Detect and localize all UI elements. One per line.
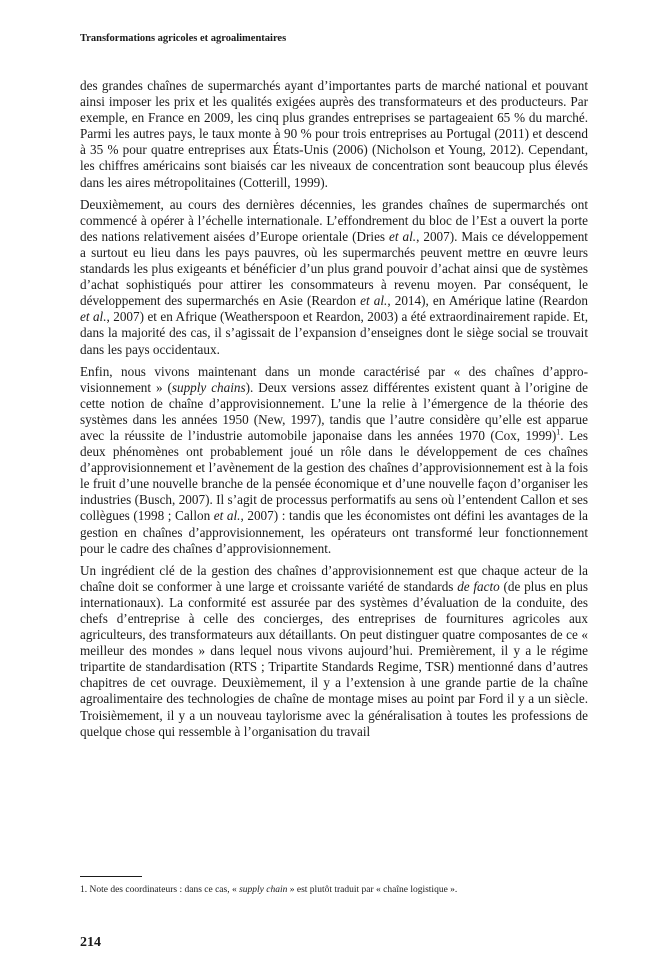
text-run: » est plutôt traduit par « chaîne logistique ». [287,885,458,895]
paragraph-3 [80,364,588,557]
italic-run: et al. [80,309,107,325]
italic-run: de facto [457,578,500,594]
italic-run: supply chains [171,379,246,395]
italic-run: et al. [213,508,241,524]
italic-run: supply chain [239,885,288,895]
text-run: Deuxièmement, au cours des dernières décennies, les grandes chaînes de supermarchés ont commencé à opérer à l’échelle internationale. L’effondrement du bloc de l’Est a ouvert la porte des nations relativement aisées d’Europe orientale (Dries [80,196,588,244]
text-run: des grandes chaînes de supermarchés ayant d’importantes parts de marché national et pouvant ainsi imposer les prix et les qualités exigées auprès des transformateurs et des producteurs. Par exemple, en France en 2009, les cinq plus grandes entreprises se partageaient 65 % du marché. Parmi les autres pays, le taux monte à 90 % pour trois entreprises au Portugal (2011) et descend à 35 % pour quatre entreprises aux États-Unis (2006) (Nicholson et Young, 2012). Cependant, les chiffres américains sont biaisés car les niveaux de concentration sont beaucoup plus élevés dans les aires métropolitaines (Cotterill, 1999). [80,78,588,190]
running-head: Transformations agricoles et agroalimentaires [80,33,287,44]
body-text [80,78,588,746]
text-run: Un ingrédient clé de la gestion des chaînes d’approvisionnement est que chaque acteur de la chaîne doit se conformer à une large et croissante variété de standards [80,562,588,594]
text-run: ). Deux versions assez différentes existent quant à l’origine de cette notion de chaîne d’approvisionnement. L’une la relie à l’émergence de la théorie des systèmes dans les années 1950 (New, 1997), tandis que l’autre considère qu’elle est apparue avec la réussite de l’industrie automobile japonaise dans les années 1970 (Cox, 1999) [80,379,588,443]
paragraph-2 [80,197,588,358]
paragraph-4 [80,563,588,740]
text-run: , 2007) : tandis que les économistes ont défini les avantages de la gestion en chaînes d’approvisionnement, les opérateurs ont transformé leur fonctionnement pour le cadre des chaînes d’approvisionnement. [80,508,588,556]
footnote [80,884,588,896]
footnote-rule [80,876,142,877]
italic-run: et al. [360,293,388,309]
footnote-ref: 1 [556,427,561,437]
text-run: , 2007) et en Afrique (Weatherspoon et Reardon, 2003) a été extraordinairement rapide. Et, dans la majorité des cas, il s’agissait de l’expansion d’enseignes dont le siège social se trouvait dans les pays occidentaux. [80,309,589,357]
italic-run: et al. [389,228,417,244]
paragraph-1 [80,78,588,191]
text-run: , 2007). Mais ce développement a surtout eu lieu dans les pays pauvres, où les supermarchés peuvent mettre en œuvre leurs standards les plus exigeants et bénéficier d’un plus grand pouvoir d’achat ainsi que de systèmes d’achat sophistiqués pour attirer les consommateurs à revenu moyen. Par conséquent, le développement des supermarchés en Asie (Reardon [80,228,588,309]
text-run: , 2014), en Amérique latine (Reardon [387,293,588,309]
page-number: 214 [80,935,101,950]
text-run: . Les deux phénomènes ont probablement joué un rôle dans le développement de ces chaînes d’approvisionnement et l’avènement de la gestion des chaînes d’approvisionnement est à la fois le fruit d’une nouvelle branche de la pensée économique et d’une nouvelle façon d’organiser les industries (Busch, 2007). Il s’agit de processus performatifs au sens où l’entendent Callon et ses collègues (1998 ; Callon [80,427,588,524]
text-run: Enfin, nous vivons maintenant dans un monde caractérisé par « des chaînes d’approvisionnement » ( [80,363,588,395]
text-run: (de plus en plus internationaux). La conformité est assurée par des systèmes d’évaluation de la conduite, des chefs d’entreprise à celle des concierges, des entreprises de fournitures agricoles aux agriculteurs, des transformateurs aux détaillants. On peut distinguer quatre composantes de ce « meilleur des mondes » dans lequel nous vivons aujourd’hui. Premièrement, il y a le régime tripartite de standardisation (RTS ; Tripartite Standards Regime, TSR) mentionné dans d’autres chapitres de cet ouvrage. Deuxièmement, il y a l’extension à une grande partie de la chaîne agroalimentaire des technologies de chaîne de montage mises au point par Ford il y a un siècle. Troisièmement, il y a un nouveau taylorisme avec la généralisation à toutes les professions de quelque chose qui ressemble à l’organisation du travail [80,578,588,739]
text-run: 1. Note des coordinateurs : dans ce cas, « [80,885,240,895]
